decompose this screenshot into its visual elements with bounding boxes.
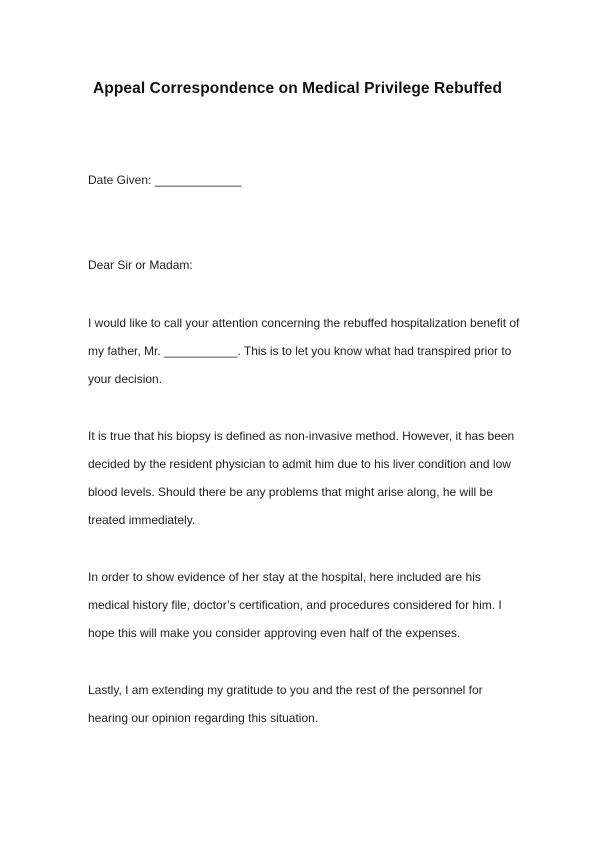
- date-line: Date Given: _____________: [88, 173, 242, 187]
- paragraph-4-line-1: Lastly, I am extending my gratitude to you and the rest of the personnel for: [88, 683, 483, 697]
- document-title: Appeal Correspondence on Medical Privilege Rebuffed: [92, 80, 503, 97]
- paragraph-1-line-2: my father, Mr. ___________. This is to let you know what had transpired prior to: [88, 344, 512, 358]
- paragraph-1-line-3: your decision.: [88, 372, 163, 386]
- paragraph-2-line-4: treated immediately.: [88, 513, 196, 527]
- paragraph-2-line-1: It is true that his biopsy is defined as non-invasive method. However, it has been: [88, 429, 515, 443]
- salutation: Dear Sir or Madam:: [88, 258, 193, 272]
- paragraph-1-line-1: I would like to call your attention concerning the rebuffed hospitalization benefit of: [88, 316, 520, 330]
- paragraph-2-line-3: blood levels. Should there be any problems that might arise along, he will be: [88, 485, 493, 499]
- paragraph-2-line-2: decided by the resident physician to admit him due to his liver condition and low: [88, 457, 511, 471]
- paragraph-4-line-2: hearing our opinion regarding this situation.: [88, 711, 319, 725]
- paragraph-3-line-3: hope this will make you consider approving even half of the expenses.: [88, 626, 461, 640]
- paragraph-3-line-2: medical history file, doctor’s certification, and procedures considered for him. I: [88, 598, 502, 612]
- paragraph-3-line-1: In order to show evidence of her stay at the hospital, here included are his: [88, 570, 481, 584]
